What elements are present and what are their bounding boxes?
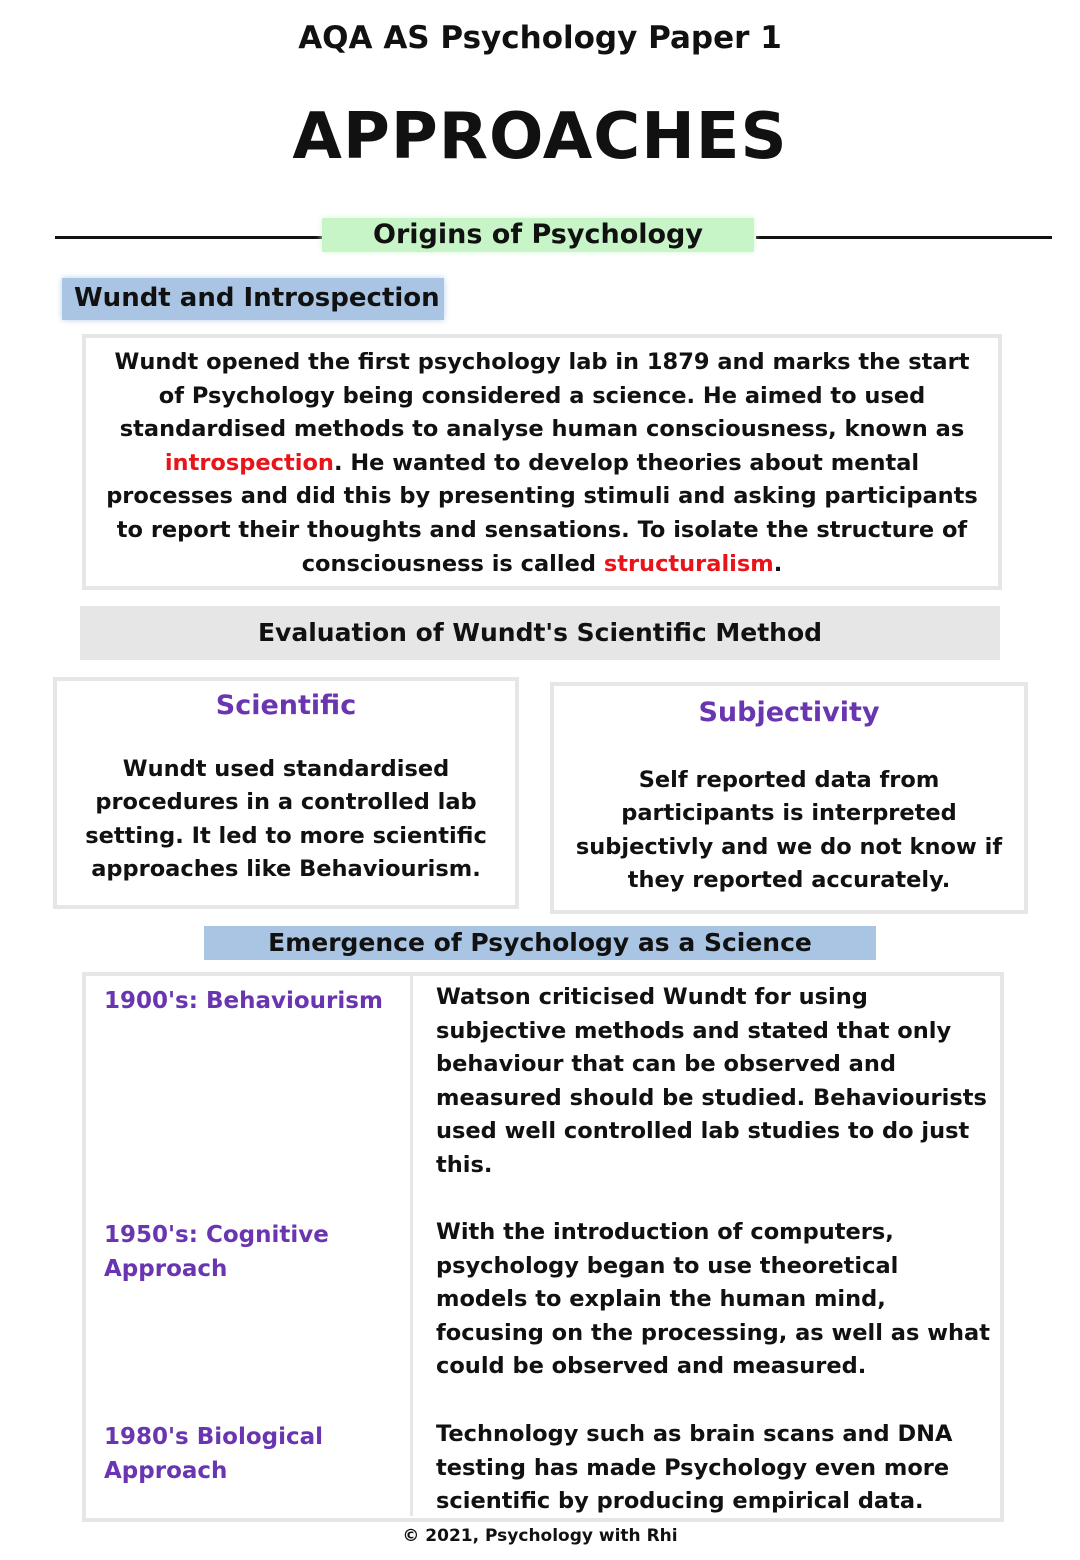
era-label: 1980's Biological Approach xyxy=(104,1424,324,1484)
wundt-paragraph xyxy=(82,334,1002,590)
card-title: Subjectivity xyxy=(698,697,880,728)
text: . He wanted to develop theories about mental processes and did this by presenting stimuli and asking participants to report their thoughts and sensations. To isolate the structure of consciousness is called xyxy=(106,449,978,577)
card-title: Scientific xyxy=(215,690,357,721)
era-description: Technology such as brain scans and DNA testing has made Psychology even more scientific by producing empirical data. xyxy=(436,1421,953,1515)
copyright-footer: © 2021, Psychology with Rhi xyxy=(402,1526,678,1546)
emergence-heading: Emergence of Psychology as a Science xyxy=(204,926,876,960)
wundt-heading: Wundt and Introspection xyxy=(62,278,444,320)
era-description: With the introduction of computers, psychology began to use theoretical models to explain the human mind, focusing on the processing, as well as what could be observed and measured. xyxy=(436,1219,990,1380)
era-description: Watson criticised Wundt for using subjective methods and stated that only behaviour that can be observed and measured should be studied. Behaviourists used well controlled lab studies to do just this. xyxy=(436,984,987,1178)
era-label: 1900's: Behaviourism xyxy=(104,988,383,1014)
text: . xyxy=(773,550,783,577)
key-term-introspection: introspection xyxy=(164,449,334,476)
key-term-structuralism: structuralism xyxy=(603,550,774,577)
section-heading: Origins of Psychology xyxy=(322,218,754,252)
era-label: 1950's: Cognitive Approach xyxy=(104,1222,329,1282)
table-divider xyxy=(410,976,413,1516)
evaluation-card-scientific xyxy=(53,677,519,909)
evaluation-heading: Evaluation of Wundt's Scientific Method xyxy=(80,606,1000,660)
divider-left xyxy=(55,236,325,239)
text: Wundt opened the first psychology lab in 1879 and marks the start of Psychology being considered a science. He aimed to used standardised methods to analyse human consciousness, known as xyxy=(114,349,970,443)
page-title: APPROACHES xyxy=(292,100,788,174)
card-text: Wundt used standardised procedures in a controlled lab setting. It led to more scientific approaches like Behaviourism. xyxy=(85,755,487,882)
subtitle: AQA AS Psychology Paper 1 xyxy=(298,20,782,56)
evaluation-card-subjectivity xyxy=(550,682,1028,914)
card-text: Self reported data from participants is interpreted subjectivly and we do not know if they reported accurately. xyxy=(575,766,1003,893)
divider-right xyxy=(756,236,1052,239)
